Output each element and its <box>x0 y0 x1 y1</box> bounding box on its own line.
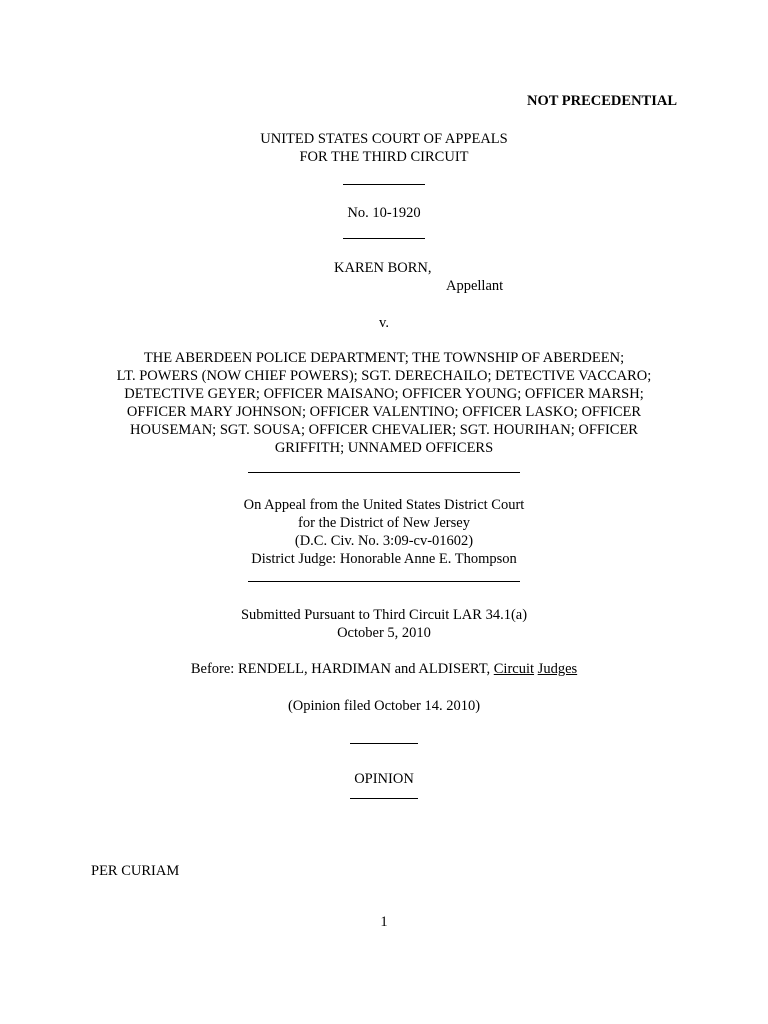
submission-date: October 5, 2010 <box>337 625 431 641</box>
divider-5 <box>0 731 768 749</box>
appeal-info <box>0 496 768 568</box>
appellee-line: OFFICER MARY JOHNSON; OFFICER VALENTINO; OFFICER LASKO; OFFICER <box>126 404 642 420</box>
versus: v. <box>379 315 389 331</box>
appellant-role: Appellant <box>446 278 504 294</box>
precedential-status: NOT PRECEDENTIAL <box>527 93 677 109</box>
panel-prefix: Before: RENDELL, HARDIMAN and ALDISERT, <box>190 661 494 677</box>
district-case-number: (D.C. Civ. No. 3:09-cv-01602) <box>294 533 474 549</box>
appellee-line: THE ABERDEEN POLICE DEPARTMENT; THE TOWNSHIP OF ABERDEEN; <box>143 350 625 366</box>
panel-circuit: Circuit <box>493 661 535 677</box>
submission-info <box>0 606 768 642</box>
appellee-line: GRIFFITH; UNNAMED OFFICERS <box>274 440 494 456</box>
panel-judges <box>0 660 768 678</box>
divider-4 <box>0 569 768 587</box>
appellee-line: DETECTIVE GEYER; OFFICER MAISANO; OFFICER YOUNG; OFFICER MARSH; <box>124 386 644 402</box>
divider-1 <box>0 172 768 190</box>
appellees-list <box>0 349 768 457</box>
page-number: 1 <box>380 914 388 930</box>
case-number: No. 10-1920 <box>347 205 421 221</box>
appeal-district: for the District of New Jersey <box>298 515 470 531</box>
opinion-heading: OPINION <box>354 771 414 787</box>
per-curiam: PER CURIAM <box>91 863 180 879</box>
panel-judges-title: Judges <box>537 661 578 677</box>
opinion-filed-date: (Opinion filed October 14. 2010) <box>287 698 481 714</box>
district-judge: District Judge: Honorable Anne E. Thompson <box>251 551 517 567</box>
appeal-court: On Appeal from the United States District Court <box>243 497 525 513</box>
divider-3 <box>0 460 768 478</box>
circuit-name: FOR THE THIRD CIRCUIT <box>299 149 469 165</box>
appellee-line: LT. POWERS (NOW CHIEF POWERS); SGT. DERECHAILO; DETECTIVE VACCARO; <box>116 368 652 384</box>
court-heading <box>0 130 768 166</box>
appellant-name: KAREN BORN, <box>334 260 432 276</box>
divider-2 <box>0 226 768 244</box>
appellee-line: HOUSEMAN; SGT. SOUSA; OFFICER CHEVALIER; SGT. HOURIHAN; OFFICER <box>130 422 638 438</box>
submission-rule: Submitted Pursuant to Third Circuit LAR 34.1(a) <box>240 607 528 623</box>
divider-6 <box>0 786 768 804</box>
court-name: UNITED STATES COURT OF APPEALS <box>260 131 508 147</box>
